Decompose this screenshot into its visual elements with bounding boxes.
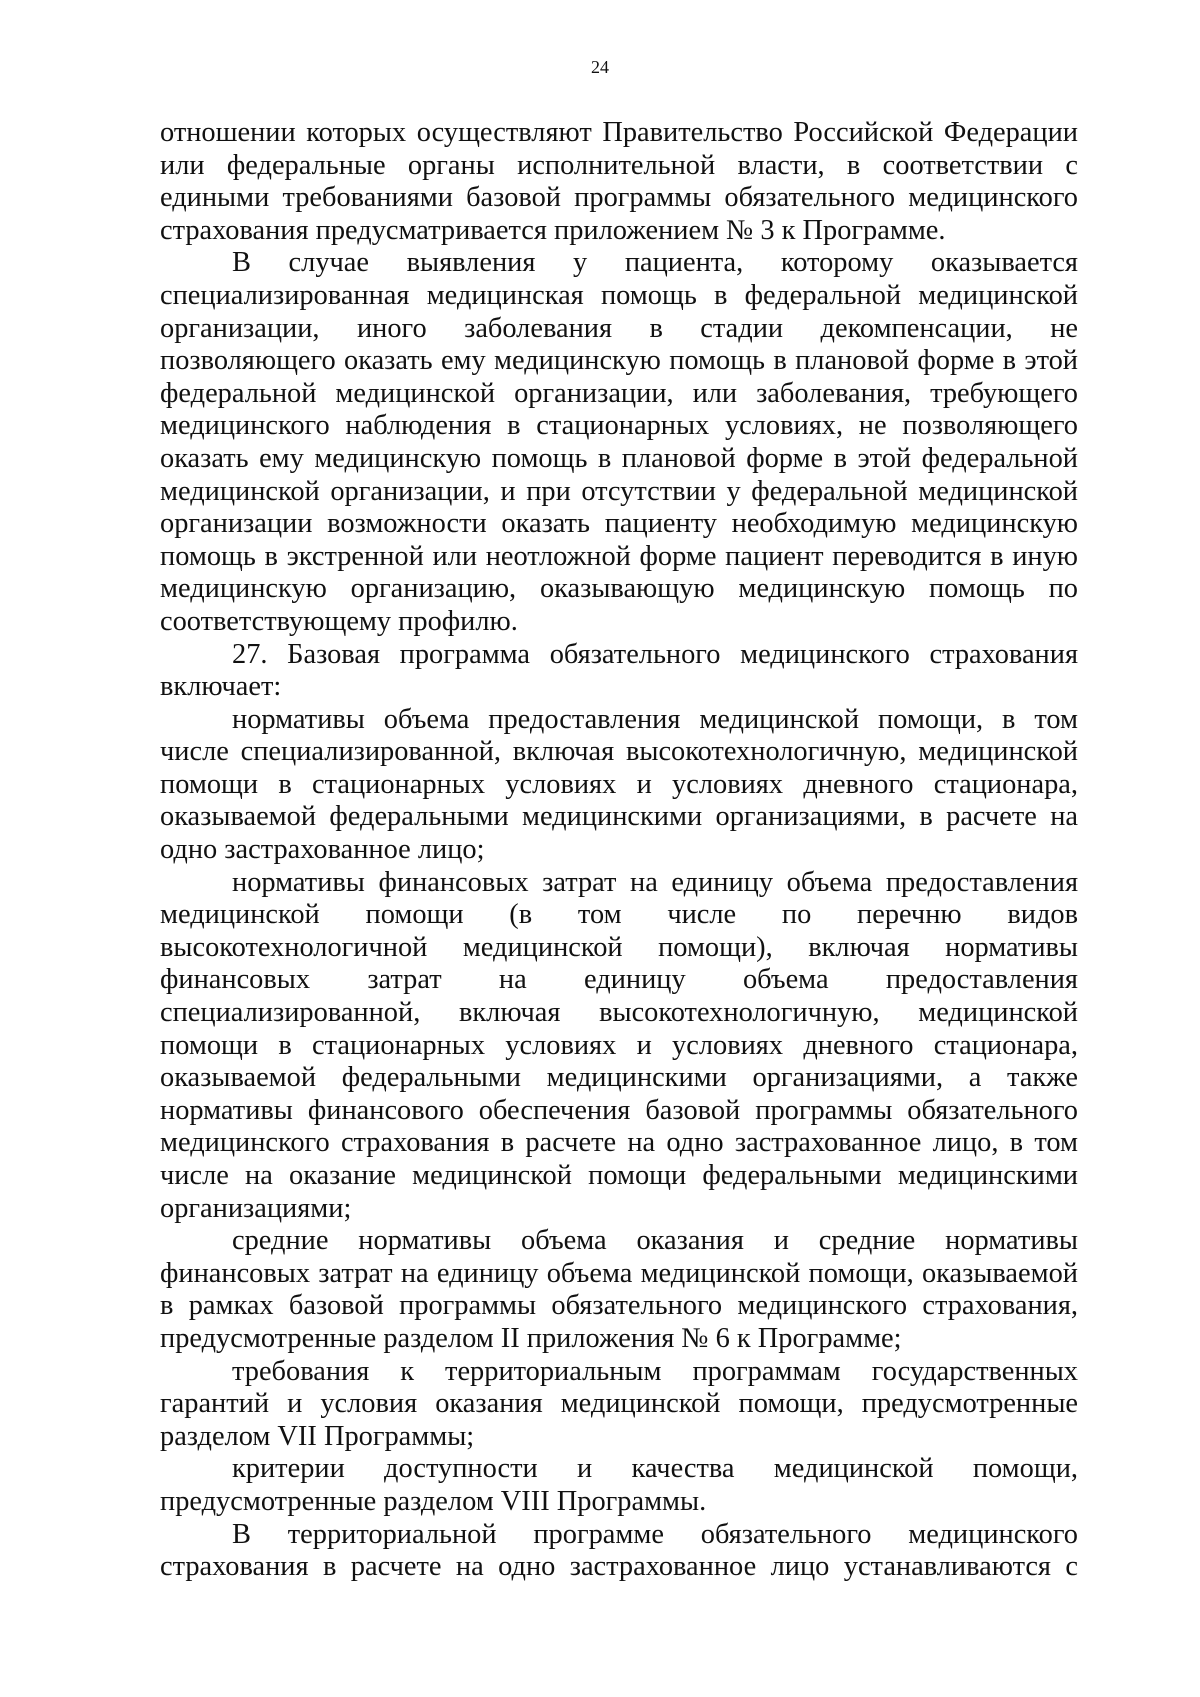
document-body [160, 117, 1078, 1584]
paragraph-transfer-rule: В случае выявления у пациента, которому оказывается специализированная медицинская помощь в федеральной медицинской организации, иного заболевания в стадии декомпенсации, не позволяющего оказать ему медицинскую помощь в плановой форме в этой федеральной медицинской организации, или заболевания, требующего медицинского наблюдения в стационарных условиях, не позволяющего оказать ему медицинскую помощь в плановой форме в этой федеральной медицинской организации, и при отсутствии у федеральной медицинской организации возможности оказать пациенту необходимую медицинскую помощь в экстренной или неотложной форме пациент переводится в иную медицинскую организацию, оказывающую медицинскую помощь по соответствующему профилю. [160, 247, 1078, 637]
paragraph-volume-norms: нормативы объема предоставления медицинской помощи, в том числе специализированной, включая высокотехнологичную, медицинской помощи в стационарных условиях и условиях дневного стационара, оказываемой федеральными медицинскими организациями, в расчете на одно застрахованное лицо; [160, 703, 1078, 866]
paragraph-quality-criteria: критерии доступности и качества медицинской помощи, предусмотренные разделом VIII Программы. [160, 1453, 1078, 1517]
paragraph-territorial-requirements: требования к территориальным программам государственных гарантий и условия оказания медицинской помощи, предусмотренные разделом VII Программы; [160, 1355, 1078, 1452]
paragraph-territorial-program: В территориальной программе обязательного медицинского страхования в расчете на одно застрахованное лицо устанавливаются с [160, 1518, 1078, 1583]
paragraph-financial-norms: нормативы финансовых затрат на единицу объема предоставления медицинской помощи (в том числе по перечню видов высокотехнологичной медицинской помощи), включая нормативы финансовых затрат на единицу объема предоставления специализированной, включая высокотехнологичную, медицинской помощи в стационарных условиях и условиях дневного стационара, оказываемой федеральными медицинскими организациями, а также нормативы финансового обеспечения базовой программы обязательного медицинского страхования в расчете на одно застрахованное лицо, в том числе на оказание медицинской помощи федеральными медицинскими организациями; [160, 866, 1078, 1224]
paragraph-average-norms: средние нормативы объема оказания и средние нормативы финансовых затрат на единицу объема медицинской помощи, оказываемой в рамках базовой программы обязательного медицинского страхования, предусмотренные разделом II приложения № 6 к Программе; [160, 1225, 1078, 1354]
paragraph-item-27-heading: 27. Базовая программа обязательного медицинского страхования включает: [160, 638, 1078, 703]
page-number: 24 [591, 57, 609, 77]
paragraph-continuation: отношении которых осуществляют Правительство Российской Федерации или федеральные органы исполнительной власти, в соответствии с едиными требованиями базовой программы обязательного медицинского страхования предусматривается приложением № 3 к Программе. [160, 117, 1078, 246]
